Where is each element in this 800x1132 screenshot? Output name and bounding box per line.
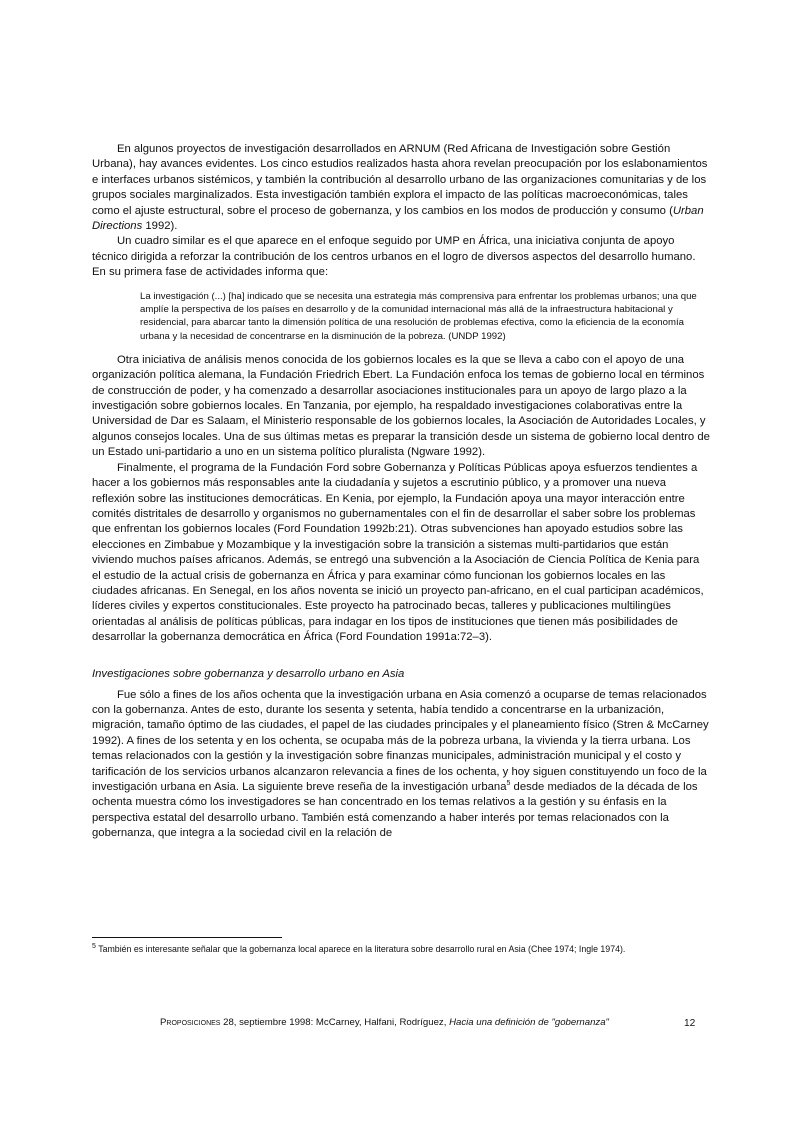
footnote-text: También es interesante señalar que la gobernanza local aparece en la literatura sobre desarrollo rural en Asia (Chee 1974; Ingle 1974). (95, 944, 626, 954)
footnote-ref[interactable]: 5 (506, 780, 511, 788)
footnote-number: 5 (92, 943, 96, 951)
footnote (92, 943, 710, 955)
paragraph-text: Fue sólo a fines de los años ochenta que la investigación urbana en Asia comenzó a ocuparse de temas relacionados con la gobernanza. Antes de esto, durante los sesenta y setenta, había tendido a concentrarse en la urbanización, migración, tamaño óptimo de las ciudades, el papel de las ciudades principales y el planeamiento físico (Stren & McCarney 1992). A fines de los setenta y en los ochenta, se ocupaba más de la pobreza urbana, la vivienda y la tierra urbana. Los temas relacionados con la gestión y la investigación sobre finanzas municipales, administración municipal y el costo y tarificación de los servicios urbanos alcanzaron relevancia a fines de los ochenta, y hoy siguen constituyendo un foco de la investigación urbana en Asia. La siguiente breve reseña de la investigación urbana (92, 688, 709, 793)
footer-details: 28, septiembre 1998: McCarney, Halfani, Rodríguez, (220, 1017, 450, 1028)
journal-name: Proposiciones (160, 1017, 221, 1028)
document-body (92, 142, 710, 842)
paragraph-text: desde mediados de la década de los ochenta muestra cómo los investigadores se han concentrado en los temas relativos a la gestión y su énfasis en la perspectiva estatal del desarrollo urbano. También está comenzando a haber interés por temas relacionados con la gobernanza, que integra a la sociedad civil en la relación de (92, 781, 698, 840)
page-number: 12 (684, 1018, 696, 1029)
block-quote: La investigación (...) [ha] indicado que se necesita una estrategia más comprensiva para enfrentar los problemas urbanos; una que amplíe la perspectiva de los países en desarrollo y de la comunidad internacional más allá de la infraestructura habitacional y residencial, para abarcar tanto la dimensión política de una resolución de problemas efectiva, como la eficiencia de la economía urbana y la necesidad de concentrarse en la disminución de la pobreza. (UNDP 1992) (140, 290, 697, 342)
page-footer (160, 1017, 609, 1028)
paragraph-ump: Un cuadro similar es el que aparece en el enfoque seguido por UMP en África, una iniciativa conjunta de apoyo técnico dirigida a reforzar la contribución de los centros urbanos en el logro de diversos aspectos del desarrollo humano. En su primera fase de actividades informa que: (92, 235, 696, 279)
article-title: Hacia una definición de "gobernanza" (449, 1017, 609, 1028)
paragraph-arnum (92, 142, 710, 234)
paragraph-ebert: Otra iniciativa de análisis menos conocida de los gobiernos locales es la que se lleva a cabo con el apoyo de una organización política alemana, la Fundación Friedrich Ebert. La Fundación enfoca los temas de gobierno local en términos de construcción de poder, y ha comenzado a desarrollar asociaciones institucionales para un apoyo de largo plazo a la investigación sobre gobiernos locales. En Tanzania, por ejemplo, ha respaldado investigaciones colaborativas entre la Universidad de Dar es Salaam, el Ministerio responsable de los gobiernos locales, la Asociación de Autoridades Locales, y algunos consejos locales. Una de sus últimas metas es preparar la transición desde un sistema de gobierno local dentro de un Estado uni-partidario a uno en un sistema político pluralista (Ngware 1992). (92, 353, 710, 459)
footnote-divider (92, 937, 282, 938)
paragraph-ford: Finalmente, el programa de la Fundación Ford sobre Gobernanza y Políticas Públicas apoya esfuerzos tendientes a hacer a los gobiernos más responsables ante la ciudadanía y sujetos a escrutinio público, y a promover una nueva reflexión sobre las instituciones democráticas. En Kenia, por ejemplo, la Fundación apoya una mayor interacción entre comités distritales de desarrollo y organismos no gubernamentales con el fin de desarrollar el saber sobre los problemas que enfrentan los gobiernos locales (Ford Foundation 1992b:21). Otras subvenciones han apoyado estudios sobre las elecciones en Zimbabue y Mozambique y la investigación sobre la transición a sistemas multi-partidarios que están viviendo muchos países africanos. Además, se entregó una subvención a la Asociación de Ciencia Política de Kenia para el estudio de la actual crisis de gobernanza en África y para examinar cómo funcionan los gobiernos locales en las ciudades africanas. En Senegal, en los años noventa se inició un proyecto pan-africano, en el cual participan académicos, líderes civiles y expertos constitucionales. Este proyecto ha patrocinado becas, talleres y publicaciones multilingües orientadas al análisis de políticas públicas, para indagar en los tipos de instituciones que tienen más posibilidades de desarrollar la gobernanza democrática en África (Ford Foundation 1991a:72–3). (92, 461, 704, 644)
paragraph-text: 1992). (142, 220, 178, 233)
citation-italic: Urban Directions (92, 204, 704, 233)
section-heading: Investigaciones sobre gobernanza y desarrollo urbano en Asia (92, 667, 405, 680)
paragraph-text: En algunos proyectos de investigación desarrollados en ARNUM (Red Africana de Investigación sobre Gestión Urbana), hay avances evidentes. Los cinco estudios realizados hasta ahora revelan preocupación por los eslabonamientos e interfaces urbanos sistémicos, y también la contribución al desarrollo urbano de las organizaciones comunitarias y de los grupos sociales marginalizados. Esta investigación también explora el impacto de las políticas macroeconómicas, tales como el ajuste estructural, sobre el proceso de gobernanza, y los cambios en los modos de producción y consumo ( (92, 143, 708, 217)
paragraph-asia (92, 688, 710, 842)
